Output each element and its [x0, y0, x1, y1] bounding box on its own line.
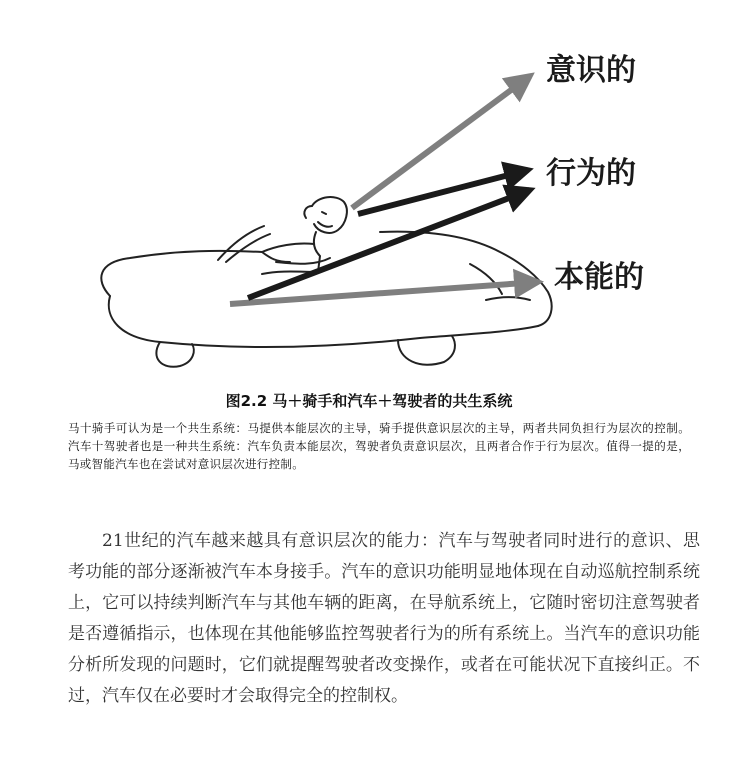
body-paragraph: 21世纪的汽车越来越具有意识层次的能力：汽车与驾驶者同时进行的意识、思考功能的部分逐渐被汽车本身接手。汽车的意识功能明显地体现在自动巡航控制系统上，它可以持续判断汽车与其他车辆的距离，在导航系统上，它随时密切注意驾驶者是否遵循指示，也体现在其他能够监控驾驶者行为的所有系统上。当汽车的意识功能分析所发现的问题时，它们就提醒驾驶者改变操作，或者在可能状况下直接纠正。不过，汽车仅在必要时才会取得完全的控制权。 [68, 531, 700, 706]
label-behavioral: 行为的 [546, 156, 636, 191]
label-conscious: 意识的 [546, 53, 636, 88]
label-instinctive: 本能的 [554, 260, 644, 295]
conscious-arrow [352, 76, 530, 208]
driver-sketch [218, 197, 347, 274]
behavioral-arrow-upper [358, 170, 528, 214]
figure-caption-note: 马十骑手可认为是一个共生系统：马提供本能层次的主导，骑手提供意识层次的主导，两者共同负担行为层次的控制。汽车十驾驶者也是一种共生系统：汽车负责本能层次，驾驶者负责意识层次，且两者合作于行为层次。值得一提的是，马或智能汽车也在尝试对意识层次进行控制。 [68, 421, 690, 471]
figure-caption-title: 图2.2 马＋骑手和汽车＋驾驶者的共生系统 [225, 392, 513, 410]
